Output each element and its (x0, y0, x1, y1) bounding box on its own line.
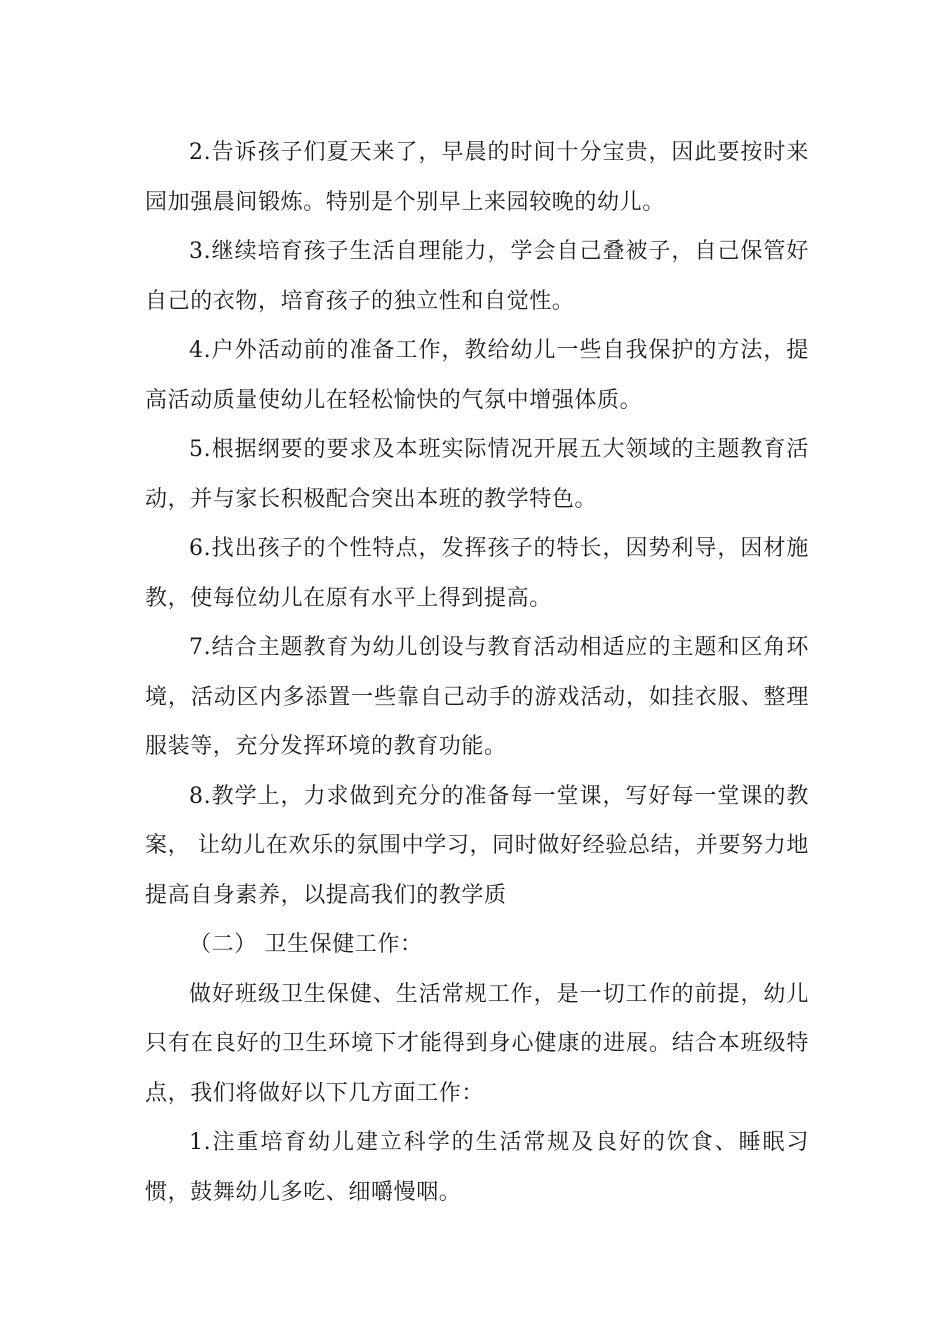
paragraph-item-3: 3.继续培育孩子生活自理能力，学会自己叠被子，自己保管好自己的衣物，培育孩子的独立性和自觉性。 (145, 239, 809, 314)
paragraph-item-5: 5.根据纲要的要求及本班实际情况开展五大领域的主题教育活动，并与家长积极配合突出本班的教学特色。 (145, 437, 809, 512)
paragraph-item-4: 4.户外活动前的准备工作，教给幼儿一些自我保护的方法，提高活动质量使幼儿在轻松愉快的气氛中增强体质。 (145, 338, 809, 413)
document-body (145, 128, 809, 1217)
paragraph-item-7: 7.结合主题教育为幼儿创设与教育活动相适应的主题和区角环境，活动区内多添置一些靠自己动手的游戏活动，如挂衣服、整理服装等，充分发挥环境的教育功能。 (145, 635, 809, 759)
paragraph-item-6: 6.找出孩子的个性特点，发挥孩子的特长，因势利导，因材施教，使每位幼儿在原有水平上得到提高。 (145, 536, 809, 611)
paragraph-health-intro: 做好班级卫生保健、生活常规工作，是一切工作的前提，幼儿只有在良好的卫生环境下才能得到身心健康的进展。结合本班级特点，我们将做好以下几方面工作： (145, 981, 809, 1106)
paragraph-health-item-1: 1.注重培育幼儿建立科学的生活常规及良好的饮食、睡眠习惯，鼓舞幼儿多吃、细嚼慢咽。 (145, 1130, 809, 1205)
paragraph-item-8: 8.教学上，力求做到充分的准备每一堂课，写好每一堂课的教案， 让幼儿在欢乐的氛围中学习，同时做好经验总结，并要努力地提高自身素养，以提高我们的教学质 (145, 783, 809, 908)
section-heading-health: （二） 卫生保健工作： (189, 932, 423, 957)
paragraph-item-2: 2.告诉孩子们夏天来了，早晨的时间十分宝贵，因此要按时来园加强晨间锻炼。特别是个别早上来园较晚的幼儿。 (145, 140, 809, 215)
